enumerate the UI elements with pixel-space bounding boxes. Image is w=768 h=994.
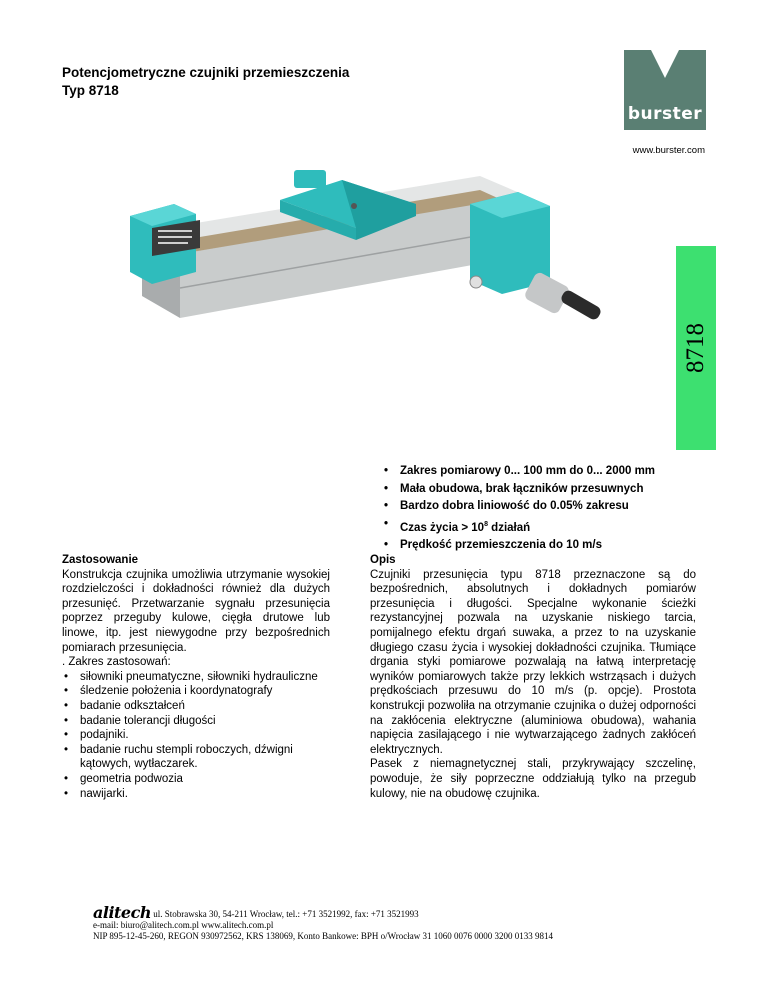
section-heading: Zastosowanie <box>62 554 139 566</box>
list-item: • śledzenie położenia i koordynatografy <box>62 684 330 699</box>
footer <box>93 903 554 942</box>
logo-notch-shape <box>651 50 679 78</box>
list-item: • badanie tolerancji długości <box>62 714 330 729</box>
title-line-2: Typ 8718 <box>62 83 119 98</box>
section-heading: Opis <box>370 554 396 566</box>
product-code-tab <box>676 246 716 450</box>
title-line-1: Potencjometryczne czujniki przemieszczenia <box>62 65 350 80</box>
zastosowanie-section <box>62 553 330 801</box>
feature-item: • Mała obudowa, brak łączników przesuwnych <box>384 481 655 499</box>
opis-section <box>370 553 696 801</box>
feature-item-lifetime: • Czas życia > $10^8$ działań <box>384 516 655 537</box>
applications-list <box>62 670 330 801</box>
feature-list <box>384 463 655 554</box>
footer-contact: e-mail: biuro@alitech.com.pl www.alitech.com.pl <box>93 920 274 930</box>
logo-text: burster <box>627 104 703 124</box>
list-item: • podajniki. <box>62 728 330 743</box>
section-text: Pasek z niemagnetycznej stali, przykrywający szczelinę, powoduje, że siły poprzeczne oddziałują tylko na przegub kulowy, nie na obudowę czujnika. <box>370 758 696 800</box>
list-item: • badanie ruchu stempli roboczych, dźwigni kątowych, wytłaczarek. <box>62 743 330 772</box>
document-title <box>62 64 349 100</box>
section-text: Czujniki przesunięcia typu 8718 przeznaczone są do bezpośrednich, absolutnych i dokładnych pomiarów przesunięcia i długości. Specjalne wykonanie ścieżki rezystancyjnej pozwala na uzyskanie niskiego tarcia, pomijalnego efektu drgań suwaka, a przez to na uzyskanie długiego czasu życia i wysokiej dokładności czujnika. Tłumiące drgania styki pomiarowe pozwalają na łatwą interpretację wyników pomiarowych także przy lekkich wstrząsach i dużych prędkościach przesuwu do 10 m/s (p. opcje). Prostota konstrukcji pozwoliła na otrzymanie czujnika o dużej odporności na zakłócenia elektryczne (aluminiowa obudowa), wahania napięcia zasilającego i nie wytwarzającego żadnych zakłóceń elektrycznych. <box>370 568 696 756</box>
feature-item: • Zakres pomiarowy 0... 100 mm do 0... 2000 mm <box>384 463 655 481</box>
list-item: • nawijarki. <box>62 787 330 802</box>
website-link[interactable]: www.burster.com <box>632 145 705 156</box>
applications-intro: . Zakres zastosowań: <box>62 656 171 669</box>
feature-item: • Bardzo dobra liniowość do 0.05% zakresu <box>384 498 655 516</box>
footer-registry: NIP 895-12-45-260, REGON 930972562, KRS 138069, Konto Bankowe: BPH o/Wrocław 31 1060 0076 0000 3200 0133 9814 <box>93 931 554 941</box>
footer-line-1: alitech ul. Stobrawska 30, 54-211 Wrocław, tel.: +71 3521992, fax: +71 3521993 <box>93 903 419 922</box>
product-code-label: 8718 <box>682 323 709 373</box>
list-item: • badanie odkształceń <box>62 699 330 714</box>
cable <box>559 288 602 321</box>
list-item: • geometria podwozia <box>62 772 330 787</box>
product-photo <box>130 170 655 360</box>
section-text: Konstrukcja czujnika umożliwia utrzymanie wysokiej rozdzielczości i dokładności również dla dużych przesunięć. Przetwarzanie sygnału przesunięcia poprzez przeguby kulowe, cięgła drutowe lub linowe, itp. jest niewygodne przy bezpośrednich pomiarach przesunięcia. <box>62 568 330 654</box>
list-item: • siłowniki pneumatyczne, siłowniki hydrauliczne <box>62 670 330 685</box>
alitech-logo: alitech <box>93 903 151 922</box>
burster-logo <box>624 50 706 130</box>
feature-item: • Prędkość przemieszczenia do 10 m/s <box>384 537 655 555</box>
